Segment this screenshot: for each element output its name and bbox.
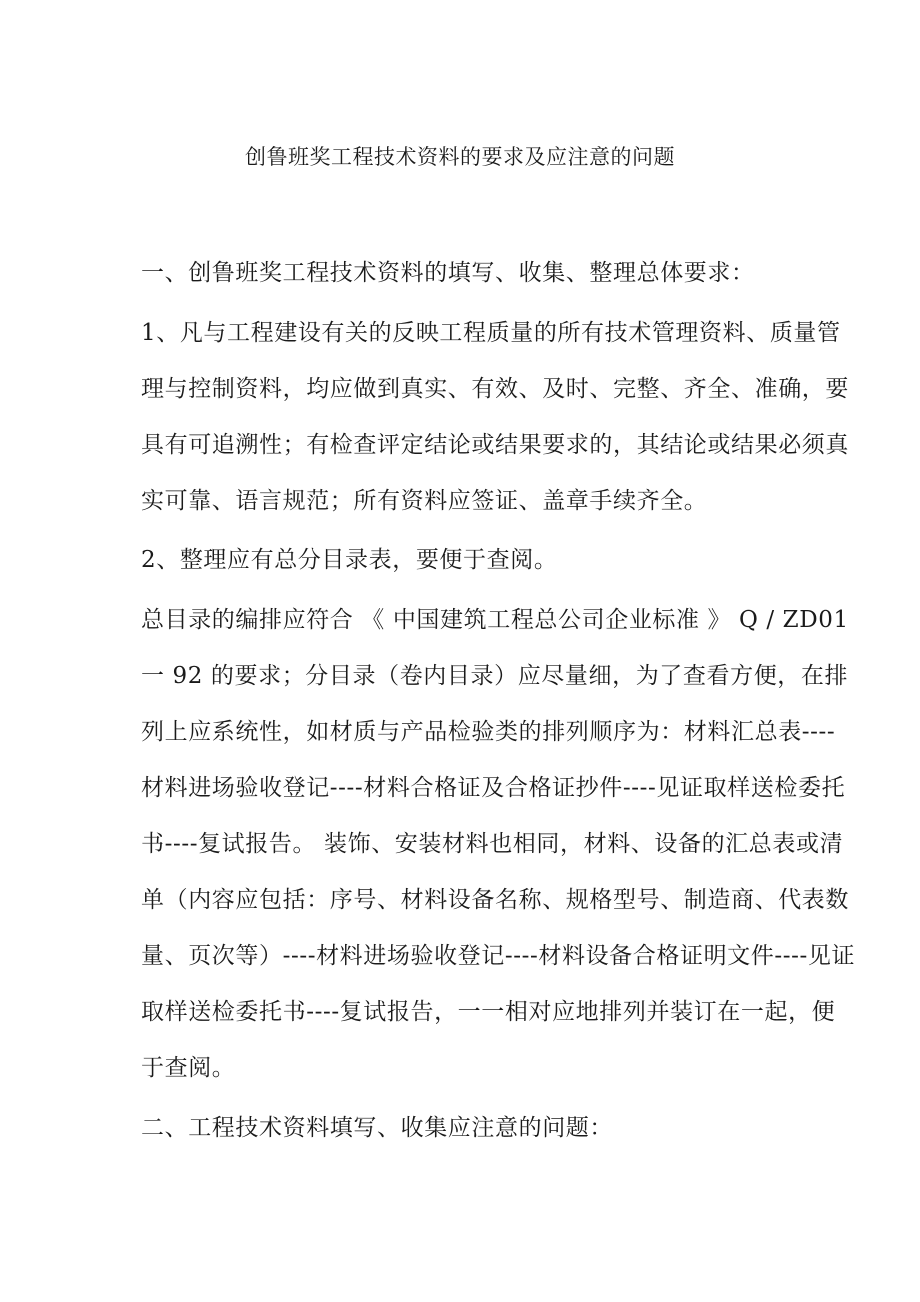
paragraph-line: 一 92 的要求；分目录（卷内目录）应尽量细，为了查看方便，在排 <box>141 663 849 689</box>
paragraph-line: 2、整理应有总分目录表，要便于查阅。 <box>141 547 558 573</box>
section-heading-1: 一、创鲁班奖工程技术资料的填写、收集、整理总体要求： <box>141 260 755 286</box>
paragraph-line: 于查阅。 <box>141 1055 236 1081</box>
paragraph-line: 实可靠、语言规范；所有资料应签证、盖章手续齐全。 <box>141 488 708 514</box>
paragraph-line: 量、页次等）----材料进场验收登记----材料设备合格证明文件----见证 <box>141 943 856 969</box>
document-title: 创鲁班奖工程技术资料的要求及应注意的问题 <box>245 145 675 169</box>
paragraph-line: 取样送检委托书----复试报告，一一相对应地排列并装订在一起，便 <box>141 999 836 1025</box>
paragraph-line: 材料进场验收登记----材料合格证及合格证抄件----见证取样送检委托 <box>141 775 846 801</box>
paragraph-line: 理与控制资料，均应做到真实、有效、及时、完整、齐全、准确，要 <box>141 376 849 402</box>
paragraph-line: 单（内容应包括：序号、材料设备名称、规格型号、制造商、代表数 <box>141 887 849 913</box>
paragraph-line: 具有可追溯性；有检查评定结论或结果要求的，其结论或结果必须真 <box>141 432 849 458</box>
paragraph-line: 书----复试报告。 装饰、安装材料也相同，材料、设备的汇总表或清 <box>141 831 844 857</box>
paragraph-line: 总目录的编排应符合 《 中国建筑工程总公司企业标准 》 Q / ZD01 <box>141 607 849 633</box>
paragraph-line: 1、凡与工程建设有关的反映工程质量的所有技术管理资料、质量管 <box>141 320 841 346</box>
section-heading-2: 二、工程技术资料填写、收集应注意的问题： <box>141 1115 613 1141</box>
paragraph-line: 列上应系统性，如材质与产品检验类的排列顺序为：材料汇总表---- <box>141 719 836 745</box>
